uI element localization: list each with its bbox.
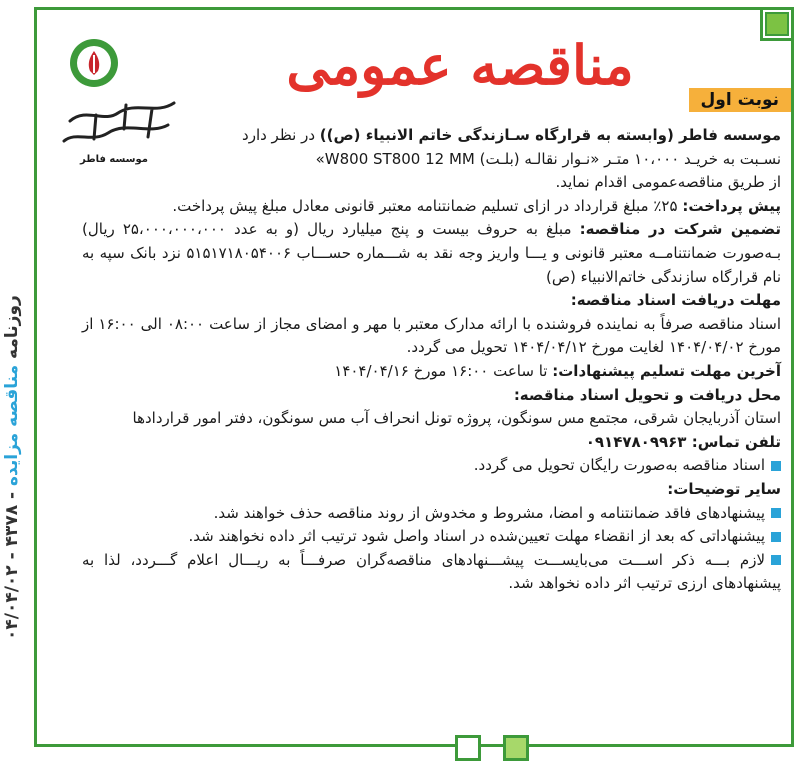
bullet-square-icon xyxy=(771,555,781,565)
newspaper-brand: مناقصه مزایده xyxy=(2,364,22,486)
page-title: مناقصه عمومی xyxy=(286,33,634,97)
logo-caption: موسسه فاطر xyxy=(80,154,148,165)
guarantee-paragraph: تضمین شرکت در مناقصه: مبلغ به حروف بیست و پنج میلیارد ریال (و به عدد ۲۵،۰۰۰،۰۰۰،۰۰۰ ریال) بـه‌صورت ضمانتنامــه معتبر قانونی و یـــا واریز وجه نقد به شـــماره حســـاب ۵۱۵۱۷۱۸۰۵۴۰۰۶ نزد بانک سپه به نام قرارگاه سازندگی خاتم‌الانبیاء (ص) xyxy=(82,220,781,286)
other-notes-heading: سایر توضیحات: xyxy=(667,479,781,498)
prepayment-paragraph: پیش پرداخت: ۲۵٪ مبلغ قرارداد در ازای تسلیم ضمانتنامه معتبر قانونی معادل مبلغ پیش پرداخت. xyxy=(172,196,781,215)
note-item: لازم بـــه ذکر اســـت می‌بایســـت پیشـــنهادهای مناقصه‌گران صرفـــاً به ریـــال اعلام گـــردد، لذا به پیشنهادهای ارزی ترتیب اثر داده نخواهد شد. xyxy=(82,550,781,593)
docs-deadline-heading: مهلت دریافت اسناد مناقصه: xyxy=(570,291,781,310)
bullet-square-icon xyxy=(771,532,781,542)
docs-deadline-text: اسناد مناقصه صرفاً به نماینده فروشنده با ارائه مدارک معتبر با مهر و امضای مجاز از ساعت ۰۸:۰۰ الی ۱۶:۰۰ از مورخ ۱۴۰۴/۰۴/۰۲ لغایت مورخ ۱۴۰۴/۰۴/۱۲ تحویل می گردد. xyxy=(82,314,782,357)
location-heading: محل دریافت و تحویل اسناد مناقصه: xyxy=(513,385,781,404)
corner-decoration xyxy=(760,10,791,41)
round-badge: نوبت اول xyxy=(689,88,791,112)
phone-line: تلفن تماس: ۰۹۱۴۷۸۰۹۹۶۳ xyxy=(585,432,781,451)
frame-ornament xyxy=(455,735,481,761)
location-text: استان آذربایجان شرقی، مجتمع مس سونگون، پروژه تونل انحراف آب مس سونگون، دفتر امور قراردادها xyxy=(132,409,781,428)
bullet-square-icon xyxy=(771,461,781,471)
frame-ornament xyxy=(503,735,529,761)
free-docs-item: اسناد مناقصه به‌صورت رایگان تحویل می گردد. xyxy=(82,454,781,478)
note-item: پیشنهاداتی که بعد از انقضاء مهلت تعیین‌شده در اسناد واصل شود ترتیب اثر داده نخواهند شد. xyxy=(82,525,781,549)
intro-line: موسسه فاطر (وابسته به قرارگاه سـازندگی خاتم الانبیاء (ص)) در نظر دارد xyxy=(242,126,781,144)
newspaper-side-label: روزنامه مناقصه مزایده - ۴۳۷۸ - ۰۴/۰۴/۰۲ xyxy=(2,295,22,640)
bullet-square-icon xyxy=(771,508,781,518)
iran-emblem-icon xyxy=(68,37,120,89)
intro-line: نسـبت به خریـد ۱۰،۰۰۰ متـر «نـوار نقالـه (بلـت) W800 ST800 12 MM» xyxy=(315,149,781,168)
submit-deadline-paragraph: آخرین مهلت تسلیم پیشنهادات: تا ساعت ۱۶:۰۰ مورخ ۱۴۰۴/۰۴/۱۶ xyxy=(334,361,781,380)
tender-body xyxy=(82,124,781,596)
note-item: پیشنهادهای فاقد ضمانتنامه و امضا، مشروط و مخدوش از روند مناقصه حذف خواهند شد. xyxy=(82,502,781,526)
intro-line: از طریق مناقصه‌عمومی اقدام نماید. xyxy=(555,173,781,192)
